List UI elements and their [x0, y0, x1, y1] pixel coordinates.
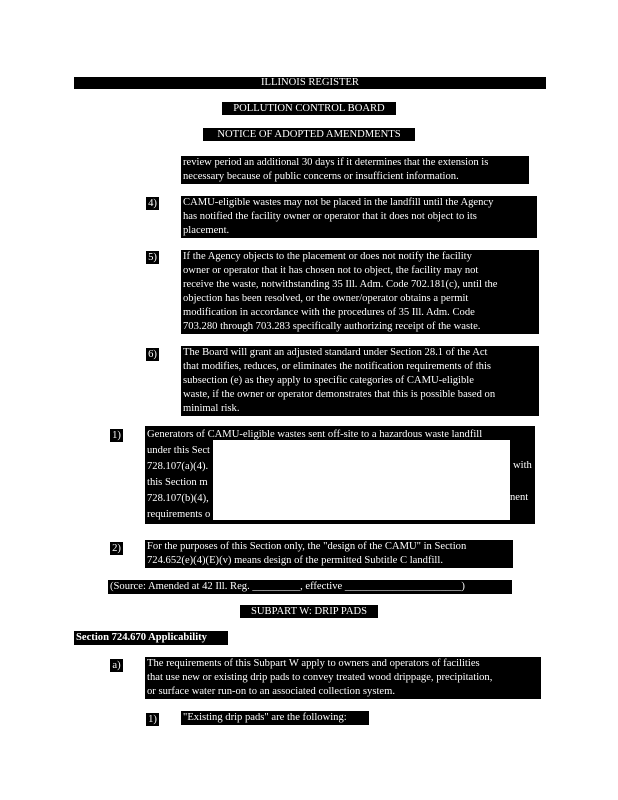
text-line: 728.107(b)(4), — [147, 493, 209, 504]
item-6-paragraph — [181, 346, 539, 416]
text-line: subsection (e) as they apply to specific categories of CAMU-eligible — [183, 375, 474, 386]
text-line: owner or operator that it has chosen not to object, the facility may not — [183, 265, 479, 276]
text-line: Generators of CAMU-eligible wastes sent off-site to a hazardous waste landfill — [147, 429, 483, 440]
text-line: that modifies, reduces, or eliminates the notification requirements of this — [183, 361, 492, 372]
item-a-paragraph — [145, 657, 541, 699]
text-line: CAMU-eligible wastes may not be placed in the landfill until the Agency — [183, 197, 494, 208]
text-line: 724.652(e)(4)(E)(v) means design of the permitted Subtitle C landfill. — [147, 555, 443, 566]
text-line: modification in accordance with the procedures of 35 Ill. Adm. Code — [183, 307, 475, 318]
redaction-box — [213, 440, 510, 520]
item-4-paragraph — [181, 196, 537, 238]
board-title: POLLUTION CONTROL BOARD — [222, 102, 396, 115]
text-line: or surface water run-on to an associated collection system. — [147, 686, 395, 697]
item-a1-label: 1) — [146, 713, 159, 726]
item-5-paragraph — [181, 250, 539, 334]
item-f2-paragraph — [145, 540, 513, 568]
text-line: under this Sect — [147, 445, 210, 456]
text-line: review period an additional 30 days if it determines that the extension is — [183, 157, 489, 168]
item-6-label: 6) — [146, 348, 159, 361]
continuation-paragraph — [181, 156, 529, 184]
text-line-right: nent — [510, 492, 529, 503]
text-line: minimal risk. — [183, 403, 240, 414]
item-a1-paragraph: "Existing drip pads" are the following: — [181, 711, 369, 725]
item-4-label: 4) — [146, 197, 159, 210]
text-line: necessary because of public concerns or insufficient information. — [183, 171, 459, 182]
item-a-label: a) — [110, 659, 123, 672]
text-line: requirements o — [147, 509, 211, 520]
text-line: For the purposes of this Section only, the "design of the CAMU" in Section — [147, 541, 467, 552]
item-f2-label: 2) — [110, 542, 123, 555]
text-line: objection has been resolved, or the owner/operator obtains a permit — [183, 293, 469, 304]
text-line: that use new or existing drip pads to convey treated wood drippage, precipitation, — [147, 672, 493, 683]
source-note: (Source: Amended at 42 Ill. Reg. _________, effective ______________________) — [108, 580, 512, 594]
section-heading: Section 724.670 Applicability — [74, 631, 228, 645]
register-title: ILLINOIS REGISTER — [74, 77, 546, 89]
text-line: placement. — [183, 225, 230, 236]
item-f1-label: 1) — [110, 429, 123, 442]
text-line: The requirements of this Subpart W apply to owners and operators of facilities — [147, 658, 480, 669]
text-line-right: with — [513, 460, 532, 471]
text-line: waste, if the owner or operator demonstrates that this is possible based on — [183, 389, 496, 400]
text-line: receive the waste, notwithstanding 35 Ill. Adm. Code 702.181(c), until the — [183, 279, 498, 290]
text-line: The Board will grant an adjusted standard under Section 28.1 of the Act — [183, 347, 488, 358]
text-line: 703.280 through 703.283 specifically authorizing receipt of the waste. — [183, 321, 481, 332]
notice-title: NOTICE OF ADOPTED AMENDMENTS — [203, 128, 415, 141]
subpart-heading: SUBPART W: DRIP PADS — [240, 605, 378, 618]
item-5-label: 5) — [146, 251, 159, 264]
text-line: has notified the facility owner or operator that it does not object to its — [183, 211, 477, 222]
text-line: this Section m — [147, 477, 208, 488]
text-line: If the Agency objects to the placement or does not notify the facility — [183, 251, 472, 262]
text-line: 728.107(a)(4). — [147, 461, 209, 472]
